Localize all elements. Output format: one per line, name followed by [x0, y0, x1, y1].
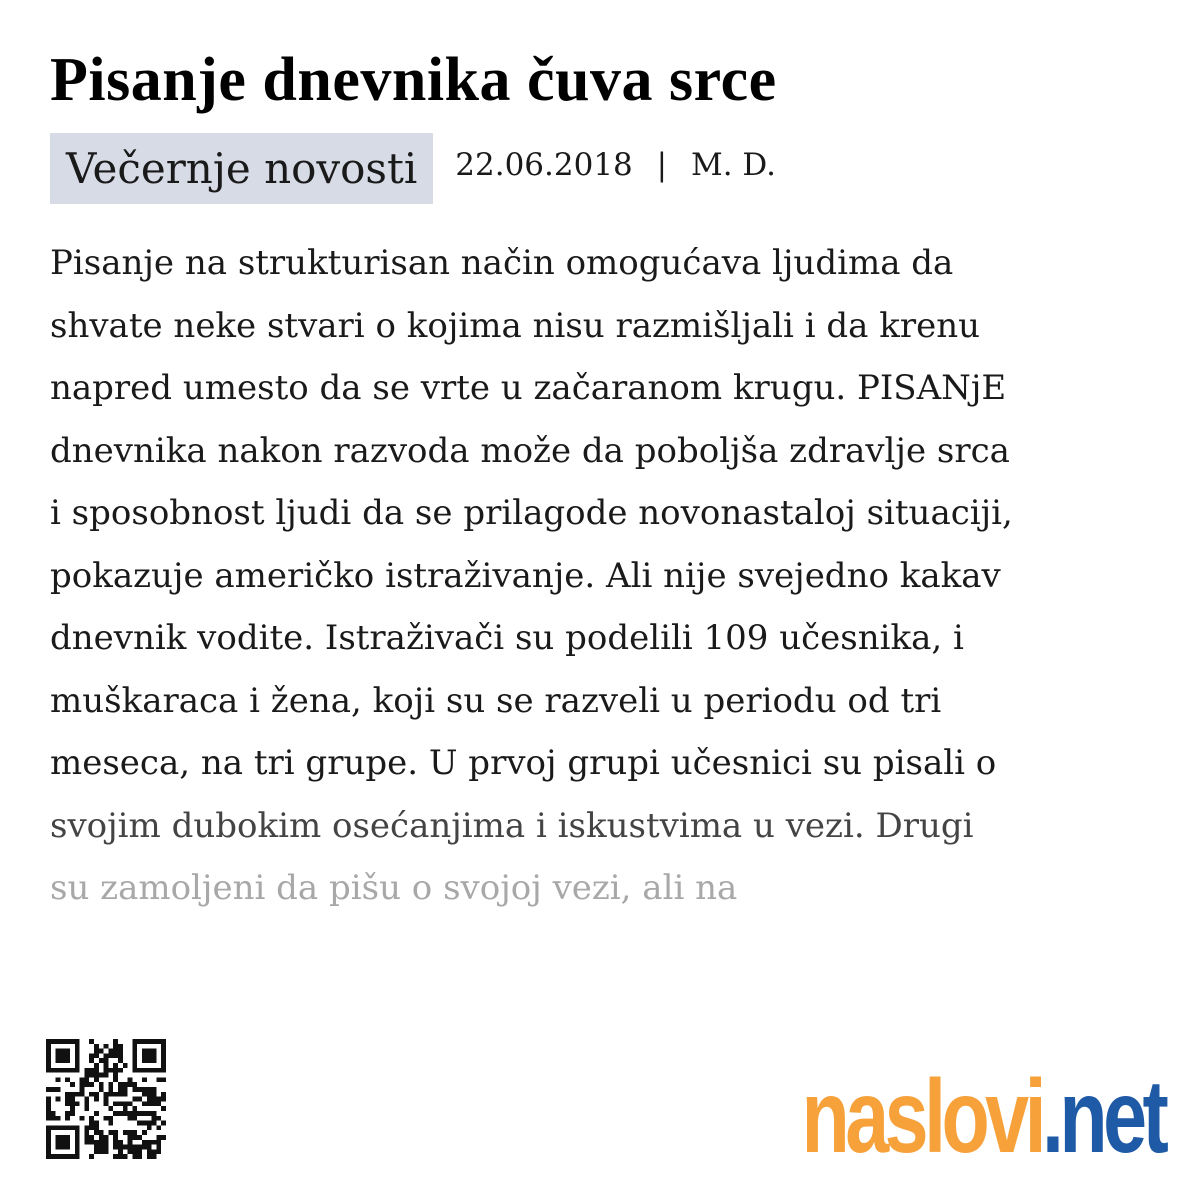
logo-text-net: .net	[1041, 1059, 1164, 1175]
headline: Pisanje dnevnika čuva srce	[50, 46, 777, 114]
meta-separator: |	[656, 147, 668, 183]
site-logo	[801, 1059, 1164, 1175]
author: M. D.	[690, 147, 777, 183]
article-line: i sposobnost ljudi da se prilagode novonastaloj situaciji,	[50, 493, 1013, 533]
source-badge: Večernje novosti	[50, 133, 433, 204]
article-line: napred umesto da se vrte u začaranom krugu. PISANjE	[50, 368, 1007, 408]
publish-date: 22.06.2018	[455, 147, 633, 183]
article-line: Pisanje na strukturisan način omogućava ljudima da	[50, 243, 954, 283]
article-meta	[50, 133, 776, 204]
article-line: dnevnik vodite. Istraživači su podelili 109 učesnika, i	[50, 618, 964, 658]
article-line-fading: svojim dubokim osećanjima i iskustvima u vezi. Drugi	[50, 805, 974, 846]
article-line: muškaraca i žena, koji su se razveli u periodu od tri	[50, 680, 942, 721]
article-line: meseca, na tri grupe. U prvoj grupi učesnici su pisali o	[50, 743, 997, 783]
article-body	[50, 232, 1160, 920]
meta-info	[455, 133, 776, 183]
article-line: shvate neke stvari o kojima nisu razmišljali i da krenu	[50, 305, 981, 346]
qr-code-icon	[46, 1039, 166, 1159]
article-line: dnevnika nakon razvoda može da poboljša zdravlje srca	[50, 430, 1010, 471]
logo-text-naslovi: naslovi	[801, 1059, 1042, 1175]
article-line: pokazuje američko istraživanje. Ali nije svejedno kakav	[50, 555, 1001, 596]
article-line-faded: su zamoljeni da pišu o svojoj vezi, ali na	[50, 868, 738, 908]
